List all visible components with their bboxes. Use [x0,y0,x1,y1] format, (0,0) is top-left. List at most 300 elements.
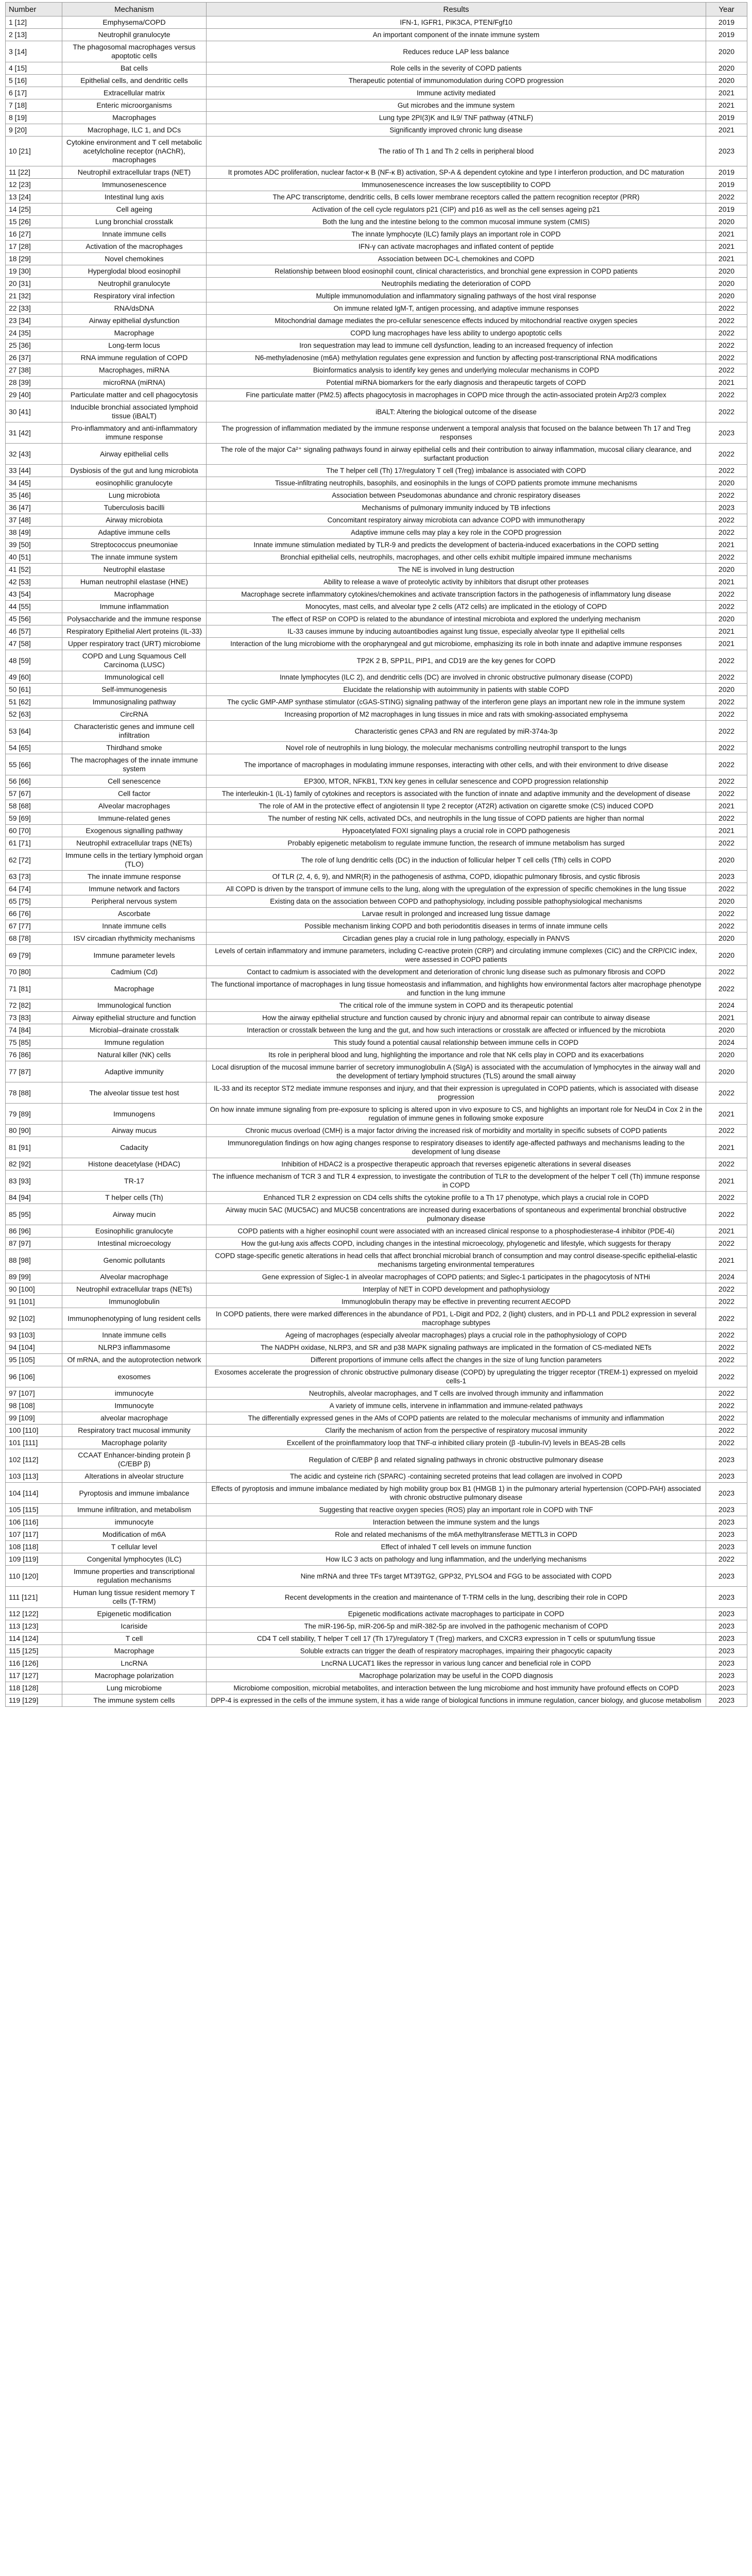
cell-results: The role of the major Ca²⁺ signaling pathways found in airway epithelial cells and their contribution to airway inflammation, mucosal ciliary clearance, and surfactant production [207,444,706,465]
cell-year: 2023 [706,1470,747,1483]
cell-mechanism: Macrophage polarity [62,1437,207,1449]
cell-number: 115 [125] [6,1645,62,1657]
cell-number: 57 [67] [6,788,62,800]
cell-results: Both the lung and the intestine belong to the common mucosal immune system (CMIS) [207,216,706,228]
cell-mechanism: Respiratory Epithelial Alert proteins (IL-33) [62,625,207,638]
cell-number: 75 [85] [6,1037,62,1049]
table-row [6,883,747,895]
cell-mechanism: Pyroptosis and immune imbalance [62,1483,207,1504]
cell-number: 104 [114] [6,1483,62,1504]
cell-mechanism: Airway mucus [62,1125,207,1137]
cell-year: 2020 [706,933,747,945]
cell-number: 106 [116] [6,1516,62,1529]
cell-results: Immune activity mediated [207,87,706,99]
table-row [6,1645,747,1657]
cell-mechanism: Cytokine environment and T cell metabolic acetylcholine receptor (nAChR), macrophages [62,137,207,166]
cell-number: 70 [80] [6,966,62,978]
cell-results: Gut microbes and the immune system [207,99,706,112]
cell-number: 43 [54] [6,588,62,601]
cell-year: 2019 [706,204,747,216]
table-row [6,1137,747,1158]
table-row [6,696,747,708]
cell-results: How the gut-lung axis affects COPD, including changes in the intestinal microecology, phylogenetic and lifestyle, which suggests for therapy [207,1238,706,1250]
cell-number: 99 [109] [6,1412,62,1425]
cell-mechanism: Peripheral nervous system [62,895,207,908]
cell-mechanism: Emphysema/COPD [62,16,207,29]
table-row [6,352,747,364]
table-row [6,1516,747,1529]
cell-year: 2022 [706,721,747,742]
cell-mechanism: The innate immune response [62,871,207,883]
cell-results: Contact to cadmium is associated with the development and deterioration of chronic lung disease such as pulmonary fibrosis and COPD [207,966,706,978]
cell-mechanism: Human neutrophil elastase (HNE) [62,576,207,588]
cell-results: An important component of the innate immune system [207,29,706,41]
cell-mechanism: Microbial–drainate crosstalk [62,1024,207,1037]
cell-year: 2021 [706,377,747,389]
cell-mechanism: Immunophenotyping of lung resident cells [62,1308,207,1329]
cell-year: 2020 [706,850,747,871]
cell-year: 2022 [706,837,747,850]
cell-year: 2022 [706,966,747,978]
table-row [6,1308,747,1329]
cell-results: Mechanisms of pulmonary immunity induced by TB infections [207,502,706,514]
table-row [6,1024,747,1037]
cell-year: 2022 [706,1158,747,1171]
cell-results: Inhibition of HDAC2 is a prospective therapeutic approach that reverses epigenetic alterations in several diseases [207,1158,706,1171]
table-row [6,850,747,871]
cell-year: 2019 [706,112,747,124]
cell-mechanism: Airway epithelial cells [62,444,207,465]
table-row [6,1470,747,1483]
cell-number: 74 [84] [6,1024,62,1037]
cell-mechanism: CircRNA [62,708,207,721]
cell-results: DPP-4 is expressed in the cells of the immune system, it has a wide range of biological functions in immune regulation, cancer biology, and glucose metabolism [207,1694,706,1707]
cell-mechanism: The immune system cells [62,1694,207,1707]
cell-results: Gene expression of Siglec-1 in alveolar macrophages of COPD patients; and Siglec-1 participates in the phagocytosis of NTHi [207,1271,706,1283]
table-row [6,1483,747,1504]
cell-mechanism: Macrophage, ILC 1, and DCs [62,124,207,137]
cell-results: Circadian genes play a crucial role in lung pathology, especially in PANVS [207,933,706,945]
cell-number: 20 [31] [6,278,62,290]
table-row [6,539,747,551]
cell-mechanism: Extracellular matrix [62,87,207,99]
header-year: Year [706,3,747,16]
cell-results: Significantly improved chronic lung disease [207,124,706,137]
table-row [6,671,747,684]
cell-mechanism: Pro-inflammatory and anti-inflammatory immune response [62,422,207,444]
cell-year: 2023 [706,1566,747,1587]
header-results: Results [207,3,706,16]
table-row [6,1566,747,1587]
cell-year: 2020 [706,477,747,489]
cell-results: The ratio of Th 1 and Th 2 cells in peripheral blood [207,137,706,166]
cell-number: 50 [61] [6,684,62,696]
cell-year: 2022 [706,754,747,775]
cell-year: 2022 [706,708,747,721]
table-row [6,788,747,800]
cell-year: 2021 [706,87,747,99]
table-row [6,265,747,278]
cell-results: Interplay of NET in COPD development and pathophysiology [207,1283,706,1296]
cell-year: 2021 [706,625,747,638]
table-row [6,684,747,696]
cell-year: 2022 [706,1283,747,1296]
table-row [6,908,747,920]
cell-number: 59 [69] [6,812,62,825]
cell-year: 2021 [706,1012,747,1024]
cell-mechanism: Tuberculosis bacilli [62,502,207,514]
table-row [6,1296,747,1308]
table-row [6,29,747,41]
cell-number: 119 [129] [6,1694,62,1707]
cell-results: Relationship between blood eosinophil count, clinical characteristics, and bronchial gene expression in COPD patients [207,265,706,278]
cell-mechanism: Respiratory tract mucosal immunity [62,1425,207,1437]
cell-year: 2021 [706,228,747,241]
cell-year: 2021 [706,1104,747,1125]
cell-number: 94 [104] [6,1342,62,1354]
cell-number: 17 [28] [6,241,62,253]
cell-number: 13 [24] [6,191,62,204]
cell-results: Adaptive immune cells may play a key role in the COPD progression [207,527,706,539]
cell-year: 2021 [706,1137,747,1158]
cell-year: 2022 [706,352,747,364]
cell-results: The interleukin-1 (IL-1) family of cytokines and receptors is associated with the function of innate and adaptive immunity and the development of disease [207,788,706,800]
cell-results: COPD patients with a higher eosinophil count were associated with an increased clinical response to a phosphodiesterase-4 inhibitor (PDE-4i) [207,1225,706,1238]
cell-mechanism: Cell factor [62,788,207,800]
cell-year: 2022 [706,601,747,613]
cell-results: Elucidate the relationship with autoimmunity in patients with stable COPD [207,684,706,696]
table-row [6,999,747,1012]
table-row [6,166,747,179]
cell-results: Association between DC-L chemokines and COPD [207,253,706,265]
cell-mechanism: Human lung tissue resident memory T cells (T-TRM) [62,1587,207,1608]
cell-results: All COPD is driven by the transport of immune cells to the lung, along with the upregulation of the expression of specific chemokines in the lung tissue [207,883,706,895]
table-row [6,477,747,489]
cell-results: The critical role of the immune system in COPD and its therapeutic potential [207,999,706,1012]
cell-number: 28 [39] [6,377,62,389]
cell-mechanism: Lung bronchial crosstalk [62,216,207,228]
cell-number: 46 [57] [6,625,62,638]
table-row [6,1250,747,1271]
cell-mechanism: Immune regulation [62,1037,207,1049]
cell-number: 105 [115] [6,1504,62,1516]
cell-number: 73 [83] [6,1012,62,1024]
cell-mechanism: Immunological cell [62,671,207,684]
cell-year: 2020 [706,1061,747,1082]
cell-mechanism: Immune-related genes [62,812,207,825]
cell-results: Neutrophils, alveolar macrophages, and T cells are involved through immunity and inflammation [207,1387,706,1400]
cell-results: COPD stage-specific genetic alterations in head cells that affect bronchial microbial branch of consumption and may control disease-specific epithelial-elastic mechanisms targeting environmental temperatures [207,1250,706,1271]
table-row [6,895,747,908]
table-row [6,1192,747,1204]
table-row [6,933,747,945]
cell-year: 2022 [706,883,747,895]
cell-mechanism: Cadacity [62,1137,207,1158]
cell-number: 117 [127] [6,1670,62,1682]
cell-number: 11 [22] [6,166,62,179]
cell-number: 2 [13] [6,29,62,41]
cell-mechanism: Activation of the macrophages [62,241,207,253]
cell-results: The number of resting NK cells, activated DCs, and neutrophils in the lung tissue of COPD patients are higher than normal [207,812,706,825]
cell-year: 2021 [706,539,747,551]
cell-results: Chronic mucus overload (CMH) is a major factor driving the increased risk of morbidity and mortality in specific subsets of COPD patients [207,1125,706,1137]
cell-number: 21 [32] [6,290,62,302]
cell-mechanism: Eosinophilic granulocyte [62,1225,207,1238]
cell-number: 98 [108] [6,1400,62,1412]
cell-year: 2022 [706,551,747,564]
cell-results: Different proportions of immune cells affect the changes in the size of lung function parameters [207,1354,706,1366]
cell-year: 2021 [706,825,747,837]
cell-mechanism: Intestinal lung axis [62,191,207,204]
cell-year: 2024 [706,1271,747,1283]
cell-year: 2022 [706,315,747,327]
cell-results: Its role in peripheral blood and lung, highlighting the importance and role that NK cells play in COPD and its exacerbations [207,1049,706,1061]
cell-year: 2022 [706,527,747,539]
cell-year: 2023 [706,1670,747,1682]
cell-number: 38 [49] [6,527,62,539]
table-row [6,638,747,650]
cell-year: 2023 [706,1608,747,1620]
cell-results: Potential miRNA biomarkers for the early diagnosis and therapeutic targets of COPD [207,377,706,389]
cell-mechanism: Airway microbiota [62,514,207,527]
cell-year: 2023 [706,1694,747,1707]
cell-mechanism: Immunological function [62,999,207,1012]
cell-number: 109 [119] [6,1553,62,1566]
cell-results: The progression of inflammation mediated by the immune response underwent a temporal analysis that focused on the balance between Th 17 and Treg responses [207,422,706,444]
cell-number: 110 [120] [6,1566,62,1587]
cell-results: TP2K 2 B, SPP1L, PIP1, and CD19 are the key genes for COPD [207,650,706,671]
cell-number: 69 [79] [6,945,62,966]
table-row [6,564,747,576]
table-row [6,551,747,564]
cell-year: 2020 [706,564,747,576]
cell-mechanism: Innate immune cells [62,228,207,241]
cell-mechanism: immunocyte [62,1516,207,1529]
cell-mechanism: CCAAT Enhancer-binding protein β (C/EBP β) [62,1449,207,1470]
cell-results: IFN-1, IGFR1, PIK3CA, PTEN/Fgf10 [207,16,706,29]
cell-mechanism: Airway epithelial structure and function [62,1012,207,1024]
cell-results: Fine particulate matter (PM2.5) affects phagocytosis in macrophages in COPD mice through the actin-associated protein Arp2/3 complex [207,389,706,401]
cell-year: 2022 [706,302,747,315]
cell-number: 37 [48] [6,514,62,527]
cell-results: The APC transcriptome, dendritic cells, B cells lower membrane receptors called the pattern recognition receptor (PRR) [207,191,706,204]
cell-number: 40 [51] [6,551,62,564]
cell-number: 9 [20] [6,124,62,137]
cell-number: 48 [59] [6,650,62,671]
cell-year: 2022 [706,1082,747,1104]
cell-results: In COPD patients, there were marked differences in the abundance of PD1, L-Digit and PD2, 2 (light) clusters, and in PD-L1 and PDL2 expression in several macrophage subtypes [207,1308,706,1329]
table-row [6,754,747,775]
cell-year: 2022 [706,1342,747,1354]
cell-number: 63 [73] [6,871,62,883]
cell-mechanism: The innate immune system [62,551,207,564]
cell-mechanism: Of mRNA, and the autoprotection network [62,1354,207,1366]
cell-mechanism: T cell [62,1633,207,1645]
cell-year: 2022 [706,588,747,601]
cell-results: On how innate immune signaling from pre-exposure to splicing is altered upon in vivo exposure to CS, and highlights an important role for NeuD4 in Cox 2 in the regulation of immune genes in following smoke exposure [207,1104,706,1125]
cell-results: IL-33 and its receptor ST2 mediate immune responses and injury, and that their expression is upregulated in COPD patients, which is associated with disease progression [207,1082,706,1104]
reference-table-page [5,2,747,1707]
cell-year: 2021 [706,576,747,588]
cell-number: 68 [78] [6,933,62,945]
cell-results: COPD lung macrophages have less ability to undergo apoptotic cells [207,327,706,340]
cell-results: Levels of certain inflammatory and immune parameters, including C-reactive protein (CRP) and circulating immune complexes (CIC) and the CRP/CIC index, were assessed in COPD patients [207,945,706,966]
cell-year: 2020 [706,62,747,75]
cell-year: 2022 [706,775,747,788]
cell-number: 29 [40] [6,389,62,401]
table-row [6,1541,747,1553]
cell-results: Interaction or crosstalk between the lung and the gut, and how such interactions or crosstalk are affected or influenced by the microbiota [207,1024,706,1037]
cell-year: 2022 [706,920,747,933]
cell-number: 103 [113] [6,1470,62,1483]
cell-results: The T helper cell (Th) 17/regulatory T cell (Treg) imbalance is associated with COPD [207,465,706,477]
cell-year: 2022 [706,812,747,825]
cell-number: 49 [60] [6,671,62,684]
cell-number: 86 [96] [6,1225,62,1238]
cell-results: Iron sequestration may lead to immune cell dysfunction, leading to an increased frequency of infection [207,340,706,352]
cell-mechanism: Particulate matter and cell phagocytosis [62,389,207,401]
table-row [6,1158,747,1171]
cell-number: 53 [64] [6,721,62,742]
cell-results: Enhanced TLR 2 expression on CD4 cells shifts the cytokine profile to a Th 17 phenotype, which plays a crucial role in COPD [207,1192,706,1204]
cell-results: Of TLR (2, 4, 6, 9), and NMR(R) in the pathogenesis of asthma, COPD, idiopathic pulmonary fibrosis, and cystic fibrosis [207,871,706,883]
cell-mechanism: Macrophage [62,1645,207,1657]
cell-results: The functional importance of macrophages in lung tissue homeostasis and inflammation, and highlights how environmental factors alter macrophage phenotype and function in the lung immune [207,978,706,999]
cell-year: 2022 [706,1125,747,1137]
cell-number: 5 [16] [6,75,62,87]
cell-results: Soluble extracts can trigger the death of respiratory macrophages, impairing their phagocytic capacity [207,1645,706,1657]
table-row [6,1400,747,1412]
table-row [6,775,747,788]
table-row [6,800,747,812]
cell-year: 2022 [706,1329,747,1342]
cell-mechanism: Polysaccharide and the immune response [62,613,207,625]
table-row [6,1049,747,1061]
table-row [6,721,747,742]
cell-results: Nine mRNA and three TFs target MT39TG2, GPP32, PYLSO4 and FGG to be associated with COPD [207,1566,706,1587]
cell-mechanism: Characteristic genes and immune cell infiltration [62,721,207,742]
cell-results: Macrophage secrete inflammatory cytokines/chemokines and activate transcription factors in the pathogenesis of inflammatory lung disease [207,588,706,601]
cell-year: 2022 [706,1366,747,1387]
cell-results: The role of lung dendritic cells (DC) in the induction of follicular helper T cell cells (Tfh) cells in COPD [207,850,706,871]
cell-number: 107 [117] [6,1529,62,1541]
cell-year: 2022 [706,327,747,340]
cell-number: 22 [33] [6,302,62,315]
table-row [6,216,747,228]
cell-results: CD4 T cell stability, T helper T cell 17 (Th 17)/regulatory T (Treg) markers, and CXCR3 expression in T cells or sputum/lung tissue [207,1633,706,1645]
cell-mechanism: Streptococcus pneumoniae [62,539,207,551]
cell-number: 85 [95] [6,1204,62,1225]
cell-number: 71 [81] [6,978,62,999]
cell-year: 2022 [706,1425,747,1437]
cell-results: Ageing of macrophages (especially alveolar macrophages) plays a crucial role in the pathophysiology of COPD [207,1329,706,1342]
cell-results: IL-33 causes immune by inducing autoantibodies against lung tissue, especially alveolar type II epithelial cells [207,625,706,638]
table-row [6,1204,747,1225]
cell-results: Immunosenescence increases the low susceptibility to COPD [207,179,706,191]
table-row [6,945,747,966]
cell-number: 34 [45] [6,477,62,489]
table-row [6,1608,747,1620]
cell-results: Possible mechanism linking COPD and both periodontitis diseases in terms of innate immune cells [207,920,706,933]
cell-mechanism: Macrophage [62,588,207,601]
table-row [6,837,747,850]
cell-year: 2021 [706,1250,747,1271]
cell-mechanism: microRNA (miRNA) [62,377,207,389]
cell-year: 2023 [706,1620,747,1633]
cell-number: 35 [46] [6,489,62,502]
cell-year: 2021 [706,124,747,137]
cell-number: 66 [76] [6,908,62,920]
cell-number: 54 [65] [6,742,62,754]
cell-year: 2021 [706,800,747,812]
cell-number: 93 [103] [6,1329,62,1342]
cell-year: 2022 [706,1192,747,1204]
cell-mechanism: Cell senescence [62,775,207,788]
cell-number: 42 [53] [6,576,62,588]
table-row [6,825,747,837]
cell-mechanism: Macrophage [62,978,207,999]
cell-mechanism: Hyperglodal blood eosinophil [62,265,207,278]
cell-number: 3 [14] [6,41,62,62]
mechanism-reference-table [5,2,747,1707]
cell-year: 2022 [706,1354,747,1366]
cell-mechanism: Lung microbiota [62,489,207,502]
cell-mechanism: eosinophilic granulocyte [62,477,207,489]
cell-year: 2023 [706,422,747,444]
cell-mechanism: Immune network and factors [62,883,207,895]
cell-year: 2023 [706,1587,747,1608]
cell-number: 45 [56] [6,613,62,625]
cell-mechanism: Adaptive immunity [62,1061,207,1082]
cell-year: 2023 [706,1682,747,1694]
cell-year: 2022 [706,514,747,527]
cell-results: Neutrophils mediating the deterioration of COPD [207,278,706,290]
cell-results: A variety of immune cells, intervene in inflammation and immune-related pathways [207,1400,706,1412]
cell-results: Interaction between the immune system and the lungs [207,1516,706,1529]
table-row [6,465,747,477]
cell-number: 80 [90] [6,1125,62,1137]
cell-results: Innate immune stimulation mediated by TLR-9 and predicts the development of bacteria-induced exacerbations in the COPD setting [207,539,706,551]
cell-year: 2023 [706,1529,747,1541]
cell-year: 2023 [706,502,747,514]
cell-year: 2020 [706,75,747,87]
cell-year: 2022 [706,908,747,920]
cell-mechanism: Enteric microorganisms [62,99,207,112]
cell-number: 60 [70] [6,825,62,837]
cell-year: 2022 [706,401,747,422]
cell-mechanism: COPD and Lung Squamous Cell Carcinoma (LUSC) [62,650,207,671]
cell-number: 64 [74] [6,883,62,895]
cell-number: 118 [128] [6,1682,62,1694]
cell-number: 8 [19] [6,112,62,124]
table-row [6,1238,747,1250]
cell-mechanism: ISV circadian rhythmicity mechanisms [62,933,207,945]
cell-number: 25 [36] [6,340,62,352]
table-row [6,514,747,527]
table-row [6,966,747,978]
table-row [6,241,747,253]
cell-mechanism: Bat cells [62,62,207,75]
table-row [6,87,747,99]
cell-year: 2022 [706,1387,747,1400]
cell-number: 56 [66] [6,775,62,788]
cell-mechanism: Airway epithelial dysfunction [62,315,207,327]
cell-mechanism: Icariside [62,1620,207,1633]
table-row [6,576,747,588]
table-header [6,3,747,16]
cell-number: 113 [123] [6,1620,62,1633]
cell-number: 18 [29] [6,253,62,265]
